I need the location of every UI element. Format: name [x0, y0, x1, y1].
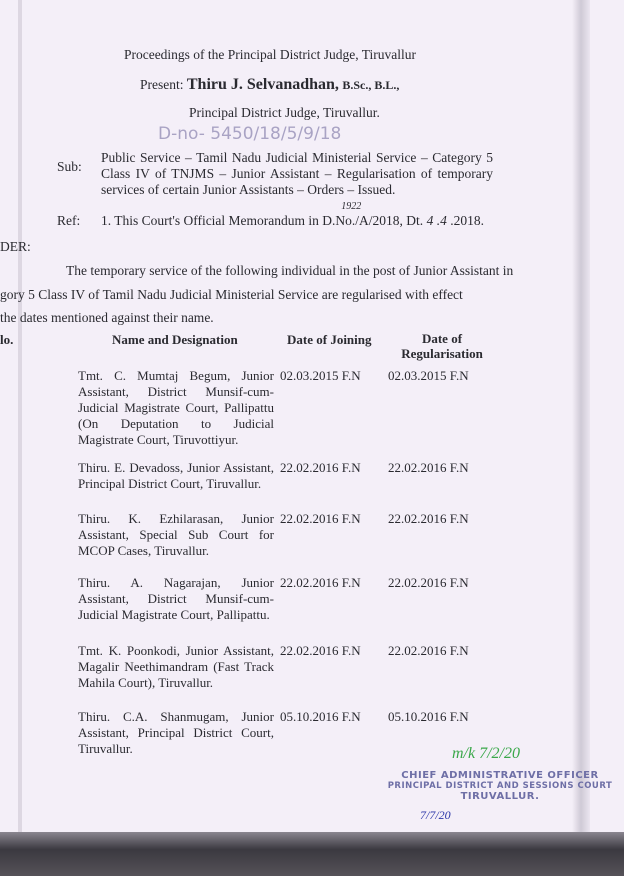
ref-label: Ref: [57, 213, 81, 228]
body-line-2: gory 5 Class IV of Tamil Nadu Judicial Ministerial Service are regularised with effect [0, 287, 463, 302]
ref-handwritten-date: 4 .4 [426, 213, 447, 228]
body-line-3: the dates mentioned against their name. [0, 310, 214, 325]
header-regularisation: Date of Regularisation [401, 331, 483, 361]
date-of-regularisation: 22.02.2016 F.N [388, 575, 469, 590]
scan-bottom-edge [0, 832, 624, 876]
office-stamp [380, 770, 620, 802]
date-of-joining: 22.02.2016 F.N [280, 511, 361, 526]
stamp-line-3: TIRUVALLUR. [460, 791, 540, 802]
employee-name-designation: Thiru. A. Nagarajan, Junior Assistant, District Munsif-cum-Judicial Magistrate Court, Pallipattu. [78, 575, 274, 622]
ref-text-mid: /A/2018, Dt. [355, 213, 424, 228]
scan-edge-right [572, 0, 590, 876]
table-body [0, 368, 520, 763]
proceedings-title: Proceedings of the Principal District Judge, Tiruvallur [123, 47, 417, 62]
judge-degree: B.Sc., B.L., [342, 78, 400, 92]
date-of-joining: 22.02.2016 F.N [280, 643, 361, 658]
ref-text-end: .2018. [450, 213, 484, 228]
date-of-regularisation: 02.03.2015 F.N [388, 368, 469, 383]
date-of-joining: 22.02.2016 F.N [280, 575, 361, 590]
reference-text [101, 201, 484, 229]
table-row [0, 575, 520, 643]
header-name: Name and Designation [112, 332, 238, 347]
ref-text: 1. This Court's Official Memorandum in D.No. [101, 213, 356, 228]
employee-name-designation: Thiru. E. Devadoss, Junior Assistant, Principal District Court, Tiruvallur. [78, 460, 274, 491]
employee-name-designation: Thiru. C.A. Shanmugam, Junior Assistant, Principal District Court, Tiruvallur. [78, 709, 274, 756]
header-sno: lo. [0, 332, 14, 347]
sub-label: Sub: [57, 159, 82, 174]
table-row [0, 368, 520, 460]
date-of-regularisation: 22.02.2016 F.N [388, 460, 469, 475]
employee-name-designation: Tmt. C. Mumtaj Begum, Junior Assistant, District Munsif-cum-Judicial Magistrate Court, Pallipattu (On Deputation to Judicial Magistrate Court, Tiruvottiyur. [78, 368, 274, 447]
date-of-joining: 05.10.2016 F.N [280, 709, 361, 724]
judge-designation: Principal District Judge, Tiruvallur. [189, 105, 380, 120]
stamp-initials: 7/7/20 [420, 808, 451, 822]
stamp-line-2: PRINCIPAL DISTRICT AND SESSIONS COURT [387, 781, 613, 791]
table-row [0, 460, 520, 511]
employee-name-designation: Thiru. K. Ezhilarasan, Junior Assistant, Special Sub Court for MCOP Cases, Tiruvallur. [78, 511, 274, 558]
table-row [0, 709, 520, 763]
date-of-joining: 02.03.2015 F.N [280, 368, 361, 383]
stamp-line-1: CHIEF ADMINISTRATIVE OFFICER [401, 770, 599, 781]
date-of-regularisation: 22.02.2016 F.N [388, 511, 469, 526]
present-label: Present: [140, 77, 184, 92]
order-heading: DER: [0, 239, 31, 254]
table-row [0, 511, 520, 575]
date-of-regularisation: 22.02.2016 F.N [388, 643, 469, 658]
present-line [140, 76, 399, 94]
employee-name-designation: Tmt. K. Poonkodi, Junior Assistant, Magalir Neethimandram (Fast Track Mahila Court), Tiruvallur. [78, 643, 274, 690]
body-line-1: The temporary service of the following individual in the post of Junior Assistant in [66, 263, 514, 278]
subject-text: Public Service – Tamil Nadu Judicial Ministerial Service – Category 5 Class IV of TNJMS – Junior Assistant – Regularisation of temporary services of certain Junior Assistants – Orders – Issued. [101, 150, 493, 197]
date-of-regularisation: 05.10.2016 F.N [388, 709, 469, 724]
signature: m/k 7/2/20 [452, 745, 520, 762]
table-row [0, 643, 520, 709]
ref-handwritten-number: 1922 [341, 201, 362, 212]
judge-name: Thiru J. Selvanadhan, [186, 76, 339, 93]
header-doj: Date of Joining [287, 332, 372, 347]
date-of-joining: 22.02.2016 F.N [280, 460, 361, 475]
handwritten-number: D-no- 5450/18/5/9/18 [158, 124, 342, 144]
